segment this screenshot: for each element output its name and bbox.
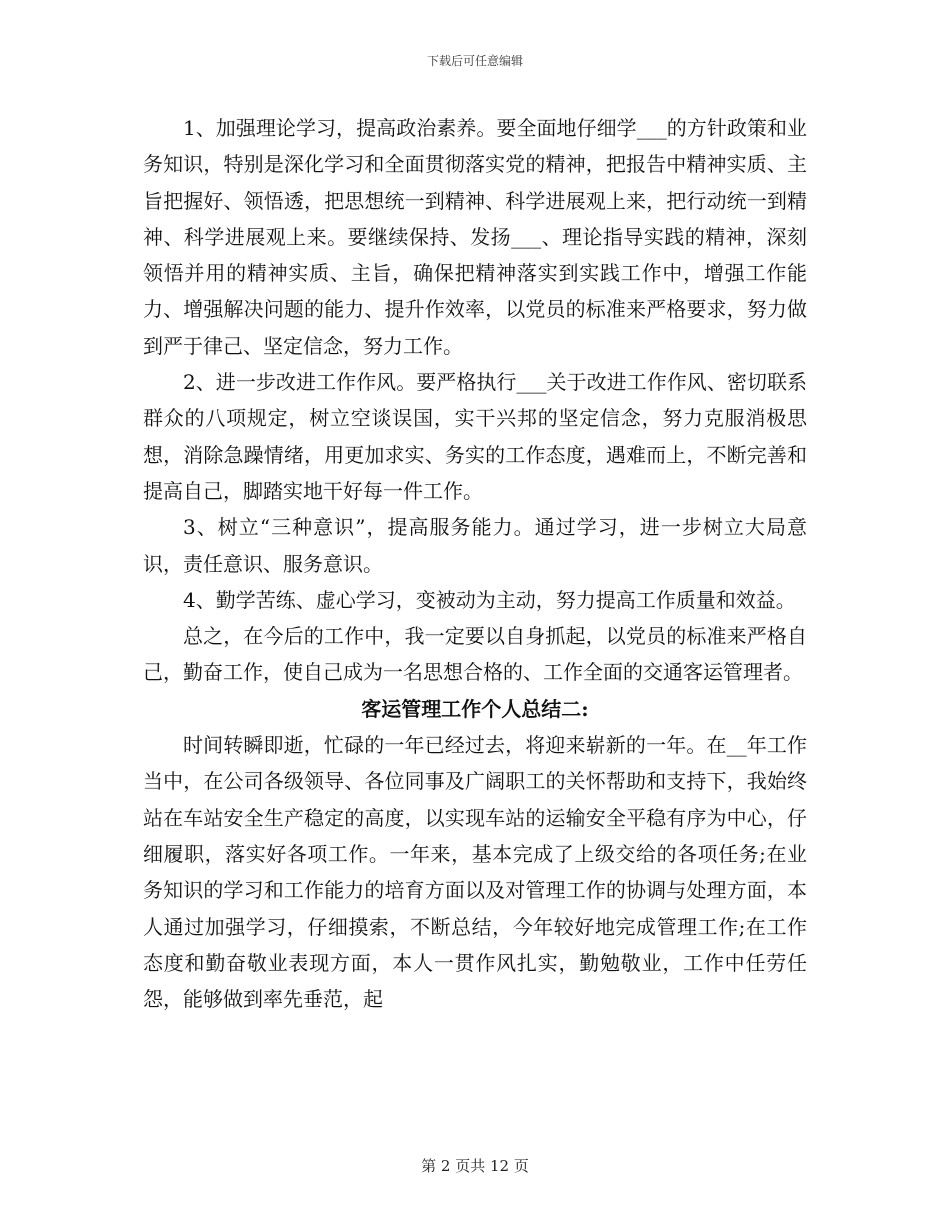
section-title: 客运管理工作个人总结二: — [361, 696, 589, 721]
document-body — [143, 110, 807, 1017]
paragraph-3: 3、树立“三种意识”，提高服务能力。通过学习，进一步树立大局意识，责任意识、服务意识。 — [143, 515, 807, 576]
paragraph-4: 4、勤学苦练、虚心学习，变被动为主动，努力提高工作质量和效益。 — [183, 587, 796, 612]
paragraph-1: 1、加强理论学习，提高政治素养。要全面地仔细学___的方针政策和业务知识，特别是深化学习和全面贯彻落实党的精神，把报告中精神实质、主旨把握好、领悟透，把思想统一到精神、科学进展观上来，把行动统一到精神、科学进展观上来。要继续保持、发扬___、理论指导实践的精神，深刻领悟并用的精神实质、主旨，确保把精神落实到实践工作中，增强工作能力、增强解决问题的能力、提升作效率，以党员的标准来严格要求，努力做到严于律己、坚定信念，努力工作。 — [143, 116, 807, 358]
page-header-note: 下载后可任意编辑 — [426, 54, 523, 68]
section-paragraph: 时间转瞬即逝，忙碌的一年已经过去，将迎来崭新的一年。在__年工作当中，在公司各级领导、各位同事及广阔职工的关怀帮助和支持下，我始终站在车站安全生产稳定的高度，以实现车站的运输安全平稳有序为中心，仔细履职，落实好各项工作。一年来，基本完成了上级交给的各项任务;在业务知识的学习和工作能力的培育方面以及对管理工作的协调与处理方面，本人通过加强学习，仔细摸索，不断总结，今年较好地完成管理工作;在工作态度和勤奋敬业表现方面，本人一贯作风扎实，勤勉敬业，工作中任劳任怨，能够做到率先垂范，起 — [143, 733, 807, 1012]
page-number: 第 2 页共 12 页 — [421, 1157, 529, 1175]
paragraph-2: 2、进一步改进工作作风。要严格执行___关于改进工作作风、密切联系群众的八项规定，树立空谈误国，实干兴邦的坚定信念，努力克服消极思想，消除急躁情绪，用更加求实、务实的工作态度，遇难而上，不断完善和提高自己，脚踏实地干好每一件工作。 — [143, 370, 807, 503]
paragraph-summary: 总之，在今后的工作中，我一定要以自身抓起，以党员的标准来严格自己，勤奋工作，使自己成为一名思想合格的、工作全面的交通客运管理者。 — [143, 624, 807, 685]
